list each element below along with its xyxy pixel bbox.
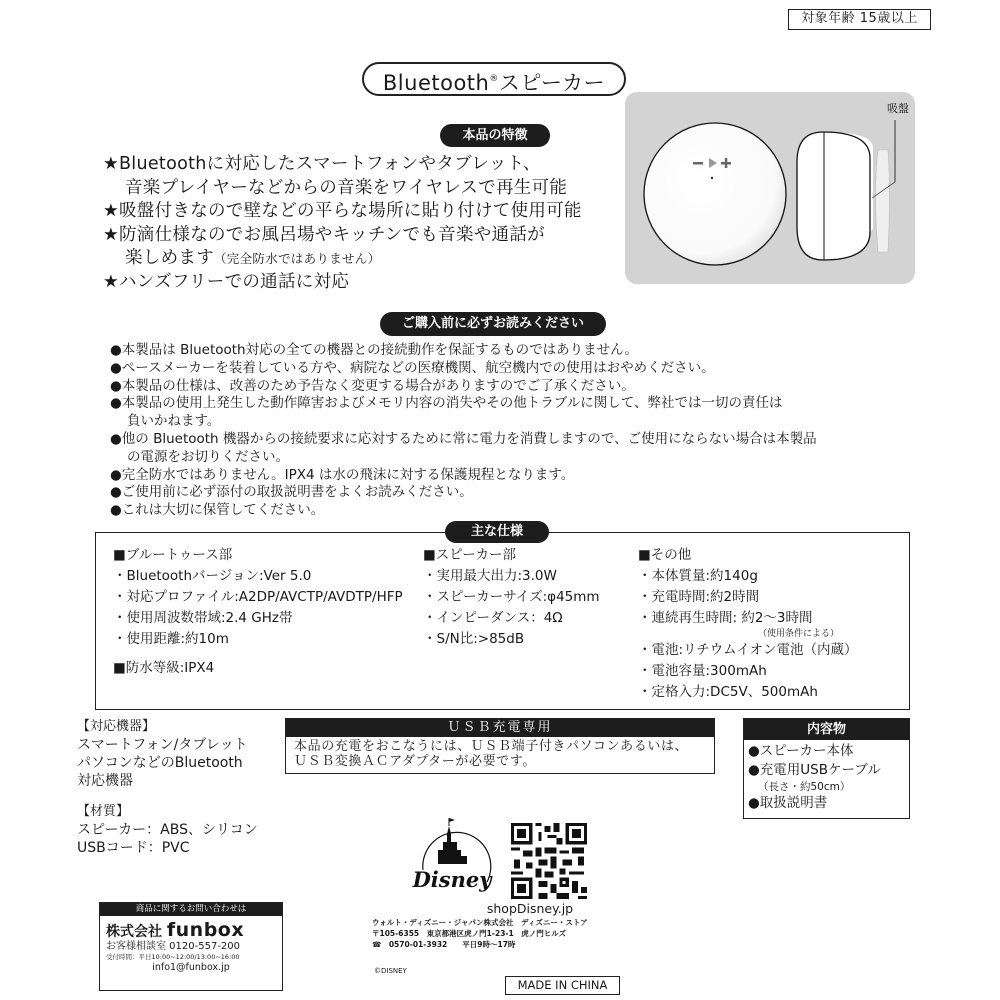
product-title	[362, 62, 626, 96]
spec-item: ・充電時間:約2時間	[638, 589, 760, 605]
shop-url-link[interactable]: shopDisney.jp	[486, 901, 574, 916]
suction-cup-label: 吸盤	[887, 102, 909, 115]
notice-item: ●他の Bluetooth 機器からの接続要求に応対するために常に電力を消費しますので、ご使用にならない場合は本製品	[110, 430, 817, 447]
made-in-badge: MADE IN CHINA	[505, 976, 620, 995]
title-suffix: スピーカー	[498, 71, 606, 95]
contents-item: ●充電用USBケーブル	[748, 762, 881, 778]
package-contents	[743, 718, 910, 819]
material-info	[77, 803, 258, 857]
usb-charging-notice	[285, 718, 715, 774]
inquiry-heading: 商品に関するお問い合わせは	[100, 903, 282, 916]
support-email: info1@funbox.jp	[152, 962, 230, 973]
notice-item: ●ご使用前に必ず添付の取扱説明書をよくお読みください。	[110, 484, 473, 501]
spec-item: ・定格入力:DC5V、500mAh	[638, 684, 818, 700]
compatible-line: 対応機器	[77, 773, 133, 789]
spec-item: ・電池容量:300mAh	[638, 663, 767, 679]
compatible-heading: 【対応機器】	[77, 719, 156, 734]
company-prefix: 株式会社	[106, 924, 162, 940]
registered-mark: ®	[489, 74, 499, 84]
spec-item: ・対応プロファイル:A2DP/AVCTP/AVDTP/HFP	[113, 589, 403, 605]
spec-waterproof: ■防水等級:IPX4	[113, 660, 215, 676]
compatible-devices	[77, 718, 248, 790]
material-line: USBコード：PVC	[77, 840, 190, 856]
spec-section-title: ■ブルートゥース部	[113, 547, 233, 563]
spec-item: ・Bluetoothバージョン:Ver 5.0	[113, 568, 312, 584]
spec-item: ・実用最大出力:3.0W	[423, 568, 557, 584]
spec-item: ・使用周波数帯域:2.4 GHz帯	[113, 610, 293, 626]
features-list	[103, 153, 633, 294]
usb-body	[286, 737, 714, 771]
contents-note: （長さ・約50cm）	[758, 781, 851, 793]
compatible-line: パソコンなどのBluetooth	[77, 755, 243, 771]
usb-line: ＵＳＢ変換ＡＣアダプターが必要です。	[294, 754, 536, 769]
disney-phone: ☎ 0570-01-3932 平日9時〜17時	[372, 940, 516, 949]
feature-text: 楽しめます	[125, 248, 214, 268]
specs-box	[95, 532, 910, 710]
features-heading: 本品の特徴	[440, 124, 550, 147]
compatible-line: スマートフォン/タブレット	[77, 737, 248, 753]
contents-item: ●取扱説明書	[748, 795, 828, 811]
spec-note: （使用条件による）	[758, 629, 840, 639]
notices-list	[110, 342, 910, 520]
disney-wordmark: Disney	[412, 867, 492, 892]
feature-item: ★吸盤付きなので壁などの平らな場所に貼り付けて使用可能	[103, 201, 582, 221]
feature-item: ★Bluetoothに対応したスマートフォンやタブレット、	[103, 154, 541, 174]
notices-heading: ご購入前に必ずお読みください	[380, 312, 606, 336]
disney-address: 〒105-6355 東京都港区虎ノ門1-23-1 虎ノ門ヒルズ	[372, 929, 567, 938]
title-main: Bluetooth	[382, 71, 490, 95]
feature-item-cont	[103, 247, 633, 271]
copyright-notice: ©DISNEY	[374, 967, 407, 975]
feature-item-cont: 音楽プレイヤーなどからの音楽をワイヤレスで再生可能	[125, 177, 568, 198]
disney-company-info	[372, 917, 588, 950]
disney-castle-logo	[405, 812, 500, 902]
inquiry-box	[99, 902, 283, 991]
contents-item: ●スピーカー本体	[748, 743, 854, 759]
feature-note: （完全防水ではありません）	[214, 251, 381, 266]
notice-item-cont: の電源をお切りください。	[127, 448, 289, 465]
spec-other	[638, 545, 857, 703]
spec-section-title: ■その他	[638, 547, 692, 563]
spec-item: ・使用距離:約10m	[113, 631, 229, 647]
qr-code-icon[interactable]	[511, 823, 587, 899]
usb-line: 本品の充電をおこなうには、ＵＳＢ端子付きパソコンあるいは、	[294, 739, 689, 754]
spec-bluetooth	[113, 545, 403, 679]
support-hours: 受付時間：平日10:00~12:00/13:00~16:00	[106, 953, 240, 961]
spec-item: ・電池:リチウムイオン電池（内蔵）	[638, 642, 858, 658]
spec-item: ・本体質量:約140g	[638, 568, 758, 584]
notice-item-cont: 負いかねます。	[127, 413, 221, 430]
spec-item: ・連続再生時間: 約2〜3時間	[638, 610, 813, 626]
spec-item: ・スピーカーサイズ:φ45mm	[423, 589, 600, 605]
spec-item: ・インピーダンス：4Ω	[423, 610, 563, 626]
speaker-drawing-icon	[625, 92, 915, 284]
specs-heading: 主な仕様	[445, 521, 549, 543]
feature-item: ★防滴仕様なのでお風呂場やキッチンでも音楽や通話が	[103, 224, 545, 245]
support-phone: お客様相談室 0120-557-200	[106, 941, 241, 952]
notice-item: ●本製品は Bluetooth対応の全ての機器との接続動作を保証するものではありません。	[110, 342, 638, 358]
product-illustration	[625, 92, 915, 284]
company-name	[100, 916, 282, 941]
notice-item: ●これは大切に保管してください。	[110, 502, 325, 519]
spec-section-title: ■スピーカー部	[423, 547, 516, 563]
contents-heading: 内容物	[744, 719, 909, 740]
notice-item: ●完全防水ではありません。IPX4 は水の飛沫に対する保護規程となります。	[110, 466, 575, 483]
disney-company-name: ウォルト・ディズニー・ジャパン株式会社 ディズニー・ストア	[372, 918, 588, 927]
notice-item: ●本製品の仕様は、改善のため予告なく変更する場合がありますのでご了承ください。	[110, 377, 635, 394]
feature-item: ★ハンズフリーでの通話に対応	[103, 271, 350, 292]
spec-item: ・S/N比:>85dB	[423, 631, 525, 647]
age-rating-badge: 対象年齢 15歳以上	[788, 9, 931, 30]
funbox-logo: funbox	[166, 919, 245, 941]
notice-item: ●ペースメーカーを装着している方や、病院などの医療機関、航空機内での使用はおやめください。	[110, 359, 715, 376]
notice-item: ●本製品の使用上発生した動作障害およびメモリ内容の消失やその他トラブルに関して、弊社では一切の責任は	[110, 395, 783, 412]
spec-speaker	[423, 545, 600, 650]
material-heading: 【材質】	[77, 804, 130, 819]
usb-heading: ＵＳＢ充電専用	[286, 719, 714, 737]
contents-list	[744, 740, 909, 815]
material-line: スピーカー：ABS、シリコン	[77, 822, 258, 838]
